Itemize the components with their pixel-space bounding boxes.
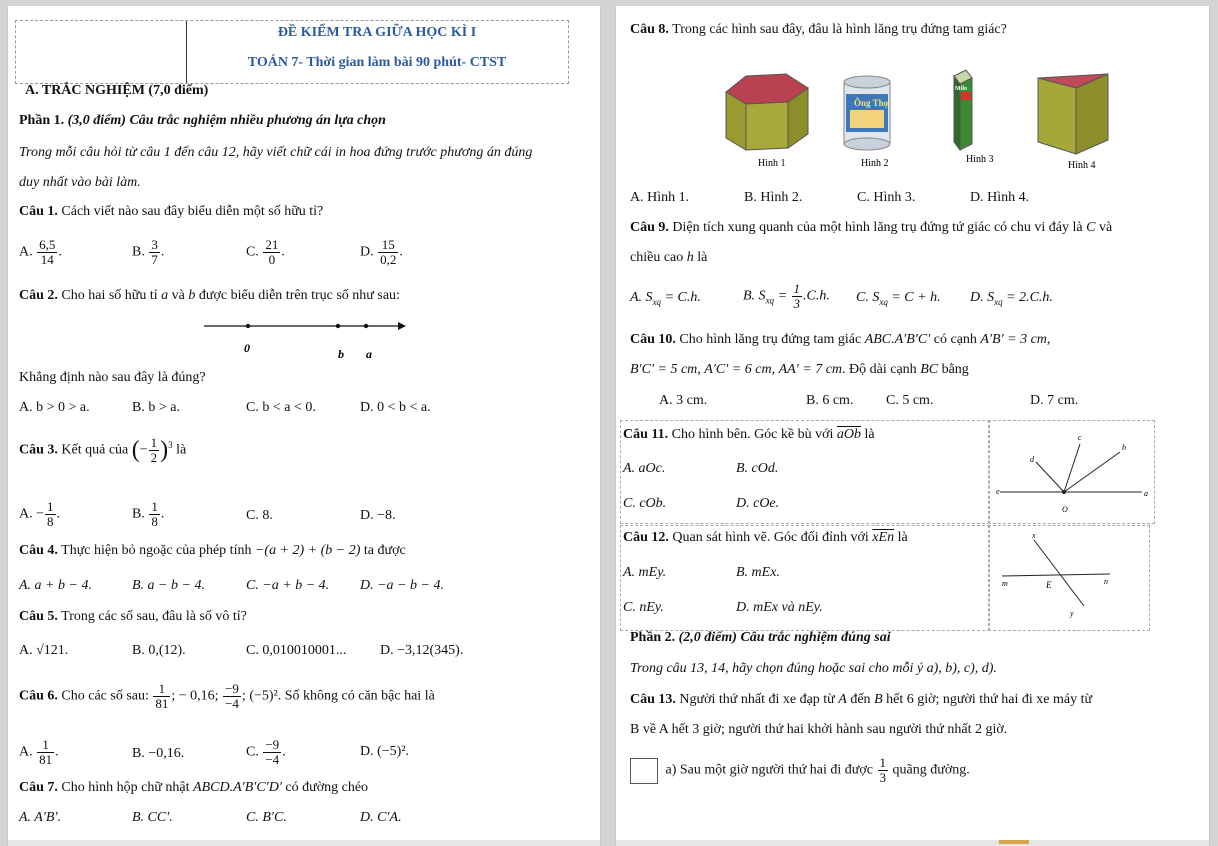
q6-text: Cho các số sau: (61, 688, 149, 704)
q12-angle-figure (992, 528, 1144, 626)
part1-instruction-1: Trong mỗi câu hỏi từ câu 1 đến câu 12, hãy viết chữ cái in hoa đứng trước phương án đúng (19, 145, 533, 160)
part2-heading (630, 630, 891, 646)
q1-a-frac: $\frac{6,5}{14}$ (39, 237, 56, 267)
label-e-point: E (1046, 580, 1052, 590)
q11-option-c[interactable]: C. cOb. (623, 496, 667, 511)
q6-c-frac: $\frac{-9}{-4}$ (265, 737, 280, 767)
q3-label: Câu 3. (19, 442, 58, 458)
q1-b-frac: $\frac{3}{7}$ (151, 237, 158, 267)
page-left (7, 6, 601, 846)
number-line-arrow (398, 322, 406, 330)
q9-option-d[interactable] (970, 290, 1053, 307)
q9-c-s: C. S (856, 290, 880, 305)
q2-claim: Khẳng định nào sau đây là đúng? (19, 370, 206, 385)
q4-stem (19, 543, 406, 559)
q3-a-letter: A. (19, 506, 33, 522)
ray-od (1036, 462, 1064, 492)
exam-title: ĐỀ KIỂM TRA GIỮA HỌC KÌ I (277, 25, 477, 40)
q13-a-tail: quãng đường. (892, 762, 970, 778)
q11-is: là (864, 427, 875, 442)
q3-option-a[interactable]: A. − $\frac{1}{8}$ . (19, 499, 61, 529)
q4-option-c[interactable]: C. −a + b − 4. (246, 578, 330, 593)
q11-stem (623, 427, 875, 443)
label-b: b (1122, 443, 1126, 452)
q1-label: Câu 1. (19, 204, 58, 219)
q9-option-b[interactable]: B. $S_{xq}$ = $\frac{1}{3}$ .C.h. (743, 281, 830, 311)
q10-prism: ABC.A′B′C′ (864, 332, 931, 347)
page-left-scrollbar[interactable] (8, 840, 600, 846)
q12-angle: $\overline{xEn}$ (872, 530, 895, 545)
q9-line2 (630, 250, 707, 266)
q6-option-b[interactable]: B. −0,16. (132, 746, 185, 761)
q2-option-d[interactable]: D. 0 < b < a. (360, 400, 431, 415)
line-mn (1002, 574, 1110, 576)
q9-b-frac: $\frac{1}{3}$ (793, 281, 801, 311)
q3-a-sign: − (36, 506, 45, 522)
figure-milk-box (954, 70, 972, 150)
q7-option-c[interactable]: C. B′C. (246, 810, 287, 825)
q1-text: Cách viết nào sau đây biểu diễn một số hữu tỉ? (61, 204, 324, 219)
part1-heading (19, 113, 386, 129)
q3-b-frac: $\frac{1}{8}$ (151, 499, 158, 529)
q6-frac-1-81: $\frac{1}{81}$ (155, 681, 169, 711)
q9-label: Câu 9. (630, 220, 669, 235)
q1-b-letter: B. (132, 244, 145, 260)
q6-a-letter: A. (19, 744, 33, 760)
q8-label: Câu 8. (630, 22, 669, 37)
part2-desc: (2,0 điểm) Câu trắc nghiệm đúng sai (678, 630, 891, 645)
q4-label: Câu 4. (19, 543, 58, 558)
q11-angle-figure (992, 424, 1152, 520)
q1-option-d[interactable]: D. $\frac{15}{0,2}$ . (360, 237, 403, 267)
q7-option-a[interactable]: A. A′B′. (19, 810, 62, 825)
q12-label: Câu 12. (623, 530, 669, 545)
q1-c-letter: C. (246, 244, 259, 260)
q13-stem (630, 692, 1092, 708)
can-label: Ông Thọ (854, 98, 889, 108)
q9-text: Diện tích xung quanh của một hình lăng trụ đứng tứ giác có chu vi đáy là (672, 220, 1083, 235)
q10-question: . Độ dài cạnh (842, 362, 917, 377)
q2-var-b: b (188, 288, 196, 303)
q4-text: Thực hiện bỏ ngoặc của phép tính (61, 543, 252, 558)
part1-label: Phần 1. (19, 113, 65, 128)
page-right-scrollbar[interactable] (616, 840, 1209, 846)
q5-label: Câu 5. (19, 609, 58, 624)
q13-a-checkbox[interactable] (630, 758, 658, 784)
q10-edge-ac: A′C′ = 6 cm, (704, 362, 776, 377)
label-x: x (1032, 531, 1036, 540)
q11-option-d[interactable]: D. cOe. (736, 496, 780, 511)
q12-option-a[interactable]: A. mEy. (623, 565, 667, 580)
q7-option-b[interactable]: B. CC′. (132, 810, 173, 825)
q2-label: Câu 2. (19, 288, 58, 303)
q9-stem (630, 220, 1112, 236)
q11-angle: $\overline{aOb}$ (836, 427, 862, 442)
q6-frac-9-4: $\frac{-9}{-4}$ (225, 681, 239, 711)
q13-tail: hết 6 giờ; người thứ hai đi xe máy từ (886, 692, 1093, 707)
caption-hinh-2: Hình 2 (861, 158, 889, 169)
label-m: m (1002, 579, 1008, 588)
q9-d-s: D. S (970, 290, 995, 305)
q13-text: Người thứ nhất đi xe đạp từ (679, 692, 835, 707)
label-o: O (1062, 505, 1068, 514)
label-d: d (1030, 455, 1034, 464)
q9-var-h: h (686, 250, 694, 265)
q4-tail: ta được (363, 543, 406, 558)
q2-option-b[interactable]: B. b > a. (132, 400, 180, 415)
q1-option-b[interactable]: B. $\frac{3}{7}$ . (132, 237, 165, 267)
q2-option-c[interactable]: C. b < a < 0. (246, 400, 316, 415)
q5-option-c[interactable]: C. 0,010010001... (246, 643, 347, 658)
figure-triangular-prism (1038, 74, 1108, 154)
q13-line2: B về A hết 3 giờ; người thứ hai khởi hành sau người thứ nhất 2 giờ. (630, 722, 1008, 737)
q10-has-edge: có cạnh (933, 332, 977, 347)
q3-frac: $\frac{1}{2}$ (150, 435, 158, 465)
q8-option-d[interactable]: D. Hình 4. (970, 190, 1030, 205)
q9-a-sub: xq (652, 296, 662, 307)
q5-stem (19, 609, 247, 625)
q10-option-a[interactable]: A. 3 cm. (659, 393, 708, 408)
q1-option-c[interactable]: C. $\frac{21}{0}$ . (246, 237, 285, 267)
q13-var-a: A (838, 692, 847, 707)
q8-figures (716, 64, 1116, 179)
q9-c-expr: = C + h. (891, 290, 941, 305)
number-line-label-a: a (366, 347, 372, 358)
q6-stem: Câu 6. Cho các số sau: $\frac{1}{81}$ ; − 0,16; $\frac{-9}{-4}$ ; (−5)². Số không có căn bậc hai là (19, 681, 435, 711)
caption-hinh-4: Hình 4 (1068, 160, 1096, 171)
line-xy (1034, 540, 1084, 606)
q3-text: Kết quả của (61, 442, 129, 458)
q9-d-sub: xq (994, 296, 1003, 307)
q12-option-d[interactable]: D. mEx và nEy. (736, 600, 823, 615)
q2-text: Cho hai số hữu tỉ (61, 288, 158, 303)
q6-neg-016: − 0,16; (178, 688, 219, 704)
q9-c-sub: xq (879, 296, 888, 307)
q3-neg: − (139, 442, 148, 458)
q13-statement-a (630, 756, 970, 785)
q4-option-a[interactable]: A. a + b − 4. (19, 578, 92, 593)
q7-stem (19, 780, 368, 796)
scroll-thumb[interactable] (999, 840, 1029, 844)
q9-and: và (1098, 220, 1113, 235)
q6-option-d[interactable]: D. (−5)². (360, 744, 410, 759)
q8-stem (630, 22, 1007, 38)
q12-is: là (897, 530, 908, 545)
q6-label: Câu 6. (19, 688, 58, 704)
part2-instruction: Trong câu 13, 14, hãy chọn đúng hoặc sai cho mỗi ý a), b), c), d). (630, 661, 997, 676)
number-line-point-a (364, 324, 368, 328)
q11-label: Câu 11. (623, 427, 669, 442)
number-line-point-0 (246, 324, 250, 328)
q8-text: Trong các hình sau đây, đâu là hình lăng trụ đứng tam giác? (672, 22, 1007, 37)
figure-hexagonal-prism (726, 74, 808, 150)
q3-is: là (176, 442, 187, 458)
q10-text: Cho hình lăng trụ đứng tam giác (679, 332, 862, 347)
q10-edge-bc: B′C′ = 5 cm, (630, 362, 701, 377)
q6-text2: . Số không có căn bậc hai là (277, 688, 435, 704)
q6-c-letter: C. (246, 744, 259, 760)
q13-var-b: B (874, 692, 883, 707)
caption-hinh-1: Hình 1 (758, 158, 786, 169)
q5-text: Trong các số sau, đâu là số vô tỉ? (61, 609, 247, 624)
q6-a-frac: $\frac{1}{81}$ (39, 737, 53, 767)
q13-to: đến (850, 692, 871, 707)
q1-option-a[interactable]: A. $\frac{6,5}{14}$ . (19, 237, 62, 267)
q4-option-d[interactable]: D. −a − b − 4. (360, 578, 444, 593)
q12-text: Quan sát hình vẽ. Góc đối đỉnh với (672, 530, 869, 545)
q7-tail: có đường chéo (285, 780, 369, 795)
q3-stem: Câu 3. Kết quả của (− $\frac{1}{2}$ )$^3$ là (19, 435, 187, 465)
number-line-point-b (336, 324, 340, 328)
q9-b-sub: xq (765, 295, 775, 306)
q10-stem (630, 332, 1050, 348)
q11-text: Cho hình bên. Góc kề bù với (671, 427, 834, 442)
q10-equals: bằng (941, 362, 969, 377)
q10-edge-aa: AA′ = 7 cm (778, 362, 843, 377)
q2-and: và (171, 288, 185, 303)
q5-option-d[interactable]: D. −3,12(345). (380, 643, 464, 658)
q13-label: Câu 13. (630, 692, 676, 707)
q8-option-a[interactable]: A. Hình 1. (630, 190, 690, 205)
q6-option-a[interactable]: A. $\frac{1}{81}$ . (19, 737, 59, 767)
q8-option-c[interactable]: C. Hình 3. (857, 190, 916, 205)
q12-option-c[interactable]: C. nEy. (623, 600, 664, 615)
q3-exponent: 3 (168, 440, 173, 451)
box-label: Milo (955, 86, 967, 92)
caption-hinh-3: Hình 3 (966, 154, 994, 165)
q2-stem (19, 288, 400, 304)
q2-text2: được biểu diễn trên trục số như sau: (198, 288, 400, 303)
q10-bc: BC (920, 362, 939, 377)
q4-expression: −(a + 2) + (b − 2) (254, 543, 361, 558)
q5-option-a[interactable]: A. √121. (19, 643, 69, 658)
q9-d-expr: = 2.C.h. (1006, 290, 1053, 305)
ray-ob (1064, 452, 1120, 492)
q3-option-c[interactable]: C. 8. (246, 508, 273, 523)
q3-option-d[interactable]: D. −8. (360, 508, 396, 523)
q8-option-b[interactable]: B. Hình 2. (744, 190, 803, 205)
q10-edge-ab: A′B′ = 3 cm, (980, 332, 1051, 347)
q10-label: Câu 10. (630, 332, 676, 347)
q2-option-a[interactable]: A. b > 0 > a. (19, 400, 90, 415)
q13-a-text: a) Sau một giờ người thứ hai đi được (665, 762, 874, 778)
ray-oc (1064, 444, 1080, 492)
q1-d-frac: $\frac{15}{0,2}$ (380, 237, 397, 267)
q6-power: (−5)² (249, 688, 278, 704)
q7-shape: ABCD.A′B′C′D′ (193, 780, 282, 795)
label-c: c (1078, 433, 1082, 442)
q9-var-c: C (1086, 220, 1096, 235)
q10-option-b[interactable]: B. 6 cm. (806, 393, 854, 408)
section-a-title: A. TRẮC NGHIỆM (7,0 điểm) (25, 83, 209, 98)
q9-height-text: chiều cao (630, 250, 684, 265)
part2-label: Phần 2. (630, 630, 676, 645)
q7-option-d[interactable]: D. C′A. (360, 810, 402, 825)
q9-a-expr: = C.h. (664, 290, 701, 305)
label-n: n (1104, 577, 1108, 586)
number-line-label-b: b (338, 347, 344, 358)
q12-option-b[interactable]: B. mEx. (736, 565, 780, 580)
figure-milk-can (844, 76, 890, 150)
q3-option-b[interactable]: B. $\frac{1}{8}$ . (132, 499, 165, 529)
q1-stem (19, 204, 323, 220)
q9-b-s: B. S (743, 288, 766, 304)
q1-c-frac: $\frac{21}{0}$ (265, 237, 279, 267)
q4-option-b[interactable]: B. a − b − 4. (132, 578, 205, 593)
q9-is: là (697, 250, 708, 265)
q5-option-b[interactable]: B. 0,(12). (132, 643, 186, 658)
part1-desc: (3,0 điểm) Câu trắc nghiệm nhiều phương án lựa chọn (67, 113, 386, 128)
q1-a-letter: A. (19, 244, 33, 260)
q10-option-d[interactable]: D. 7 cm. (1030, 393, 1079, 408)
q11-option-a[interactable]: A. aOc. (623, 461, 666, 476)
page-right (615, 6, 1210, 846)
label-e: e (996, 487, 1000, 496)
q10-line2 (630, 362, 969, 378)
q11-option-b[interactable]: B. cOd. (736, 461, 779, 476)
q6-option-c[interactable]: C. $\frac{-9}{-4}$ . (246, 737, 286, 767)
number-line (198, 318, 418, 358)
q1-d-letter: D. (360, 244, 374, 260)
q3-a-frac: $\frac{1}{8}$ (47, 499, 54, 529)
exam-header (15, 20, 569, 84)
q10-option-c[interactable]: C. 5 cm. (886, 393, 934, 408)
q13-a-frac: $\frac{1}{3}$ (879, 755, 887, 785)
label-y: y (1070, 609, 1074, 618)
number-line-label-0: 0 (244, 341, 250, 355)
q9-option-c[interactable] (856, 290, 941, 307)
q9-a-s: A. S (630, 290, 653, 305)
q2-var-a: a (161, 288, 169, 303)
exam-subtitle: TOÁN 7- Thời gian làm bài 90 phút- CTST (247, 55, 507, 70)
q7-label: Câu 7. (19, 780, 58, 795)
part1-instruction-2: duy nhất vào bài làm. (19, 175, 141, 190)
q9-option-a[interactable] (630, 290, 701, 307)
q7-text: Cho hình hộp chữ nhật (61, 780, 190, 795)
point-o (1062, 490, 1066, 494)
q3-b-letter: B. (132, 506, 145, 522)
label-a: a (1144, 489, 1148, 498)
q12-stem (623, 530, 908, 546)
q9-b-expr: .C.h. (803, 288, 830, 304)
